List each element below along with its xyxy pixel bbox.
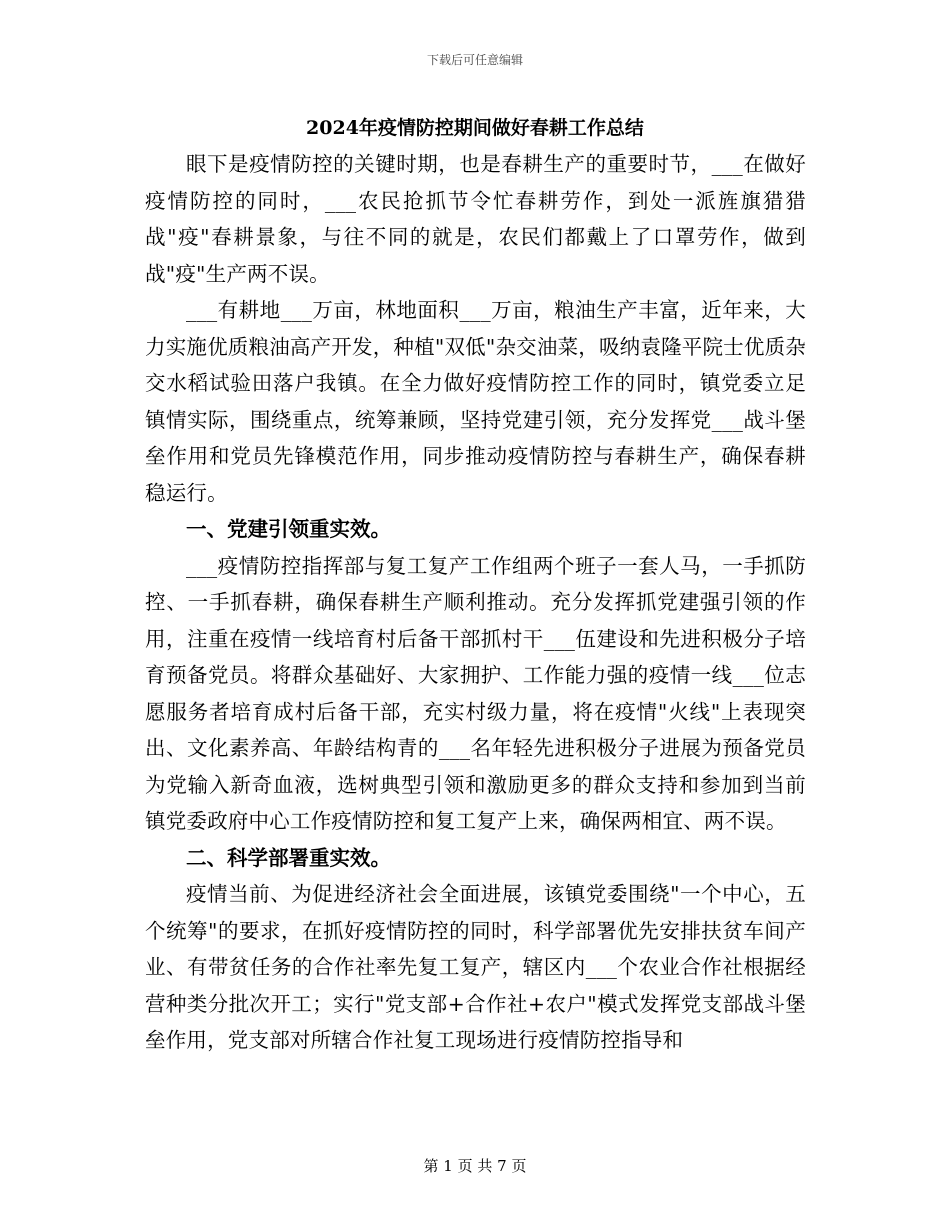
section-2-heading: 二、科学部署重实效。 — [186, 845, 391, 870]
page-header-note: 下载后可任意编辑 — [426, 53, 523, 67]
page-number: 第 1 页 共 7 页 — [423, 1157, 527, 1175]
section-2-paragraph: 疫情当前、为促进经济社会全面进展，该镇党委围绕"一个中心，五个统筹"的要求，在抓好疫情防控的同时，科学部署优先安排扶贫车间产业、有带贫任务的合作社率先复工复产，辖区内___个农业合作社根据经营种类分批次开工；实行"党支部+合作社+农户"模式发挥党支部战斗堡垒作用，党支部对所辖合作社复工现场进行疫情防控指导和 — [145, 882, 806, 1052]
section-1-heading: 一、党建引领重实效。 — [186, 517, 391, 541]
section-1-paragraph: ___疫情防控指挥部与复工复产工作组两个班子一套人马，一手抓防控、一手抓春耕，确保春耕生产顺利推动。充分发挥抓党建强引领的作用，注重在疫情一线培育村后备干部抓村干___伍建设和先进积极分子培育预备党员。将群众基础好、大家拥护、工作能力强的疫情一线___位志愿服务者培育成村后备干部，充实村级力量，将在疫情"火线"上表现突出、文化素养高、年龄结构青的___名年轻先进积极分子进展为预备党员为党输入新奇血液，选树典型引领和激励更多的群众支持和参加到当前镇党委政府中心工作疫情防控和复工复产上来，确保两相宜、两不误。 — [145, 553, 806, 833]
document-title: 2024年疫情防控期间做好春耕工作总结 — [306, 117, 644, 139]
intro-paragraph-1: 眼下是疫情防控的关键时期，也是春耕生产的重要时节，___在做好疫情防控的同时，___农民抢抓节令忙春耕劳作，到处一派旌旗猎猎战"疫"春耕景象，与往不同的就是，农民们都戴上了口罩劳作，做到战"疫"生产两不误。 — [145, 152, 806, 286]
document-body — [145, 146, 806, 1059]
intro-paragraph-2: ___有耕地___万亩，林地面积___万亩，粮油生产丰富，近年来，大力实施优质粮油高产开发，种植"双低"杂交油菜，吸纳袁隆平院士优质杂交水稻试验田落户我镇。在全力做好疫情防控工作的同时，镇党委立足镇情实际，围绕重点，统筹兼顾，坚持党建引领，充分发挥党___战斗堡垒作用和党员先锋模范作用，同步推动疫情防控与春耕生产，确保春耕稳运行。 — [145, 298, 806, 505]
